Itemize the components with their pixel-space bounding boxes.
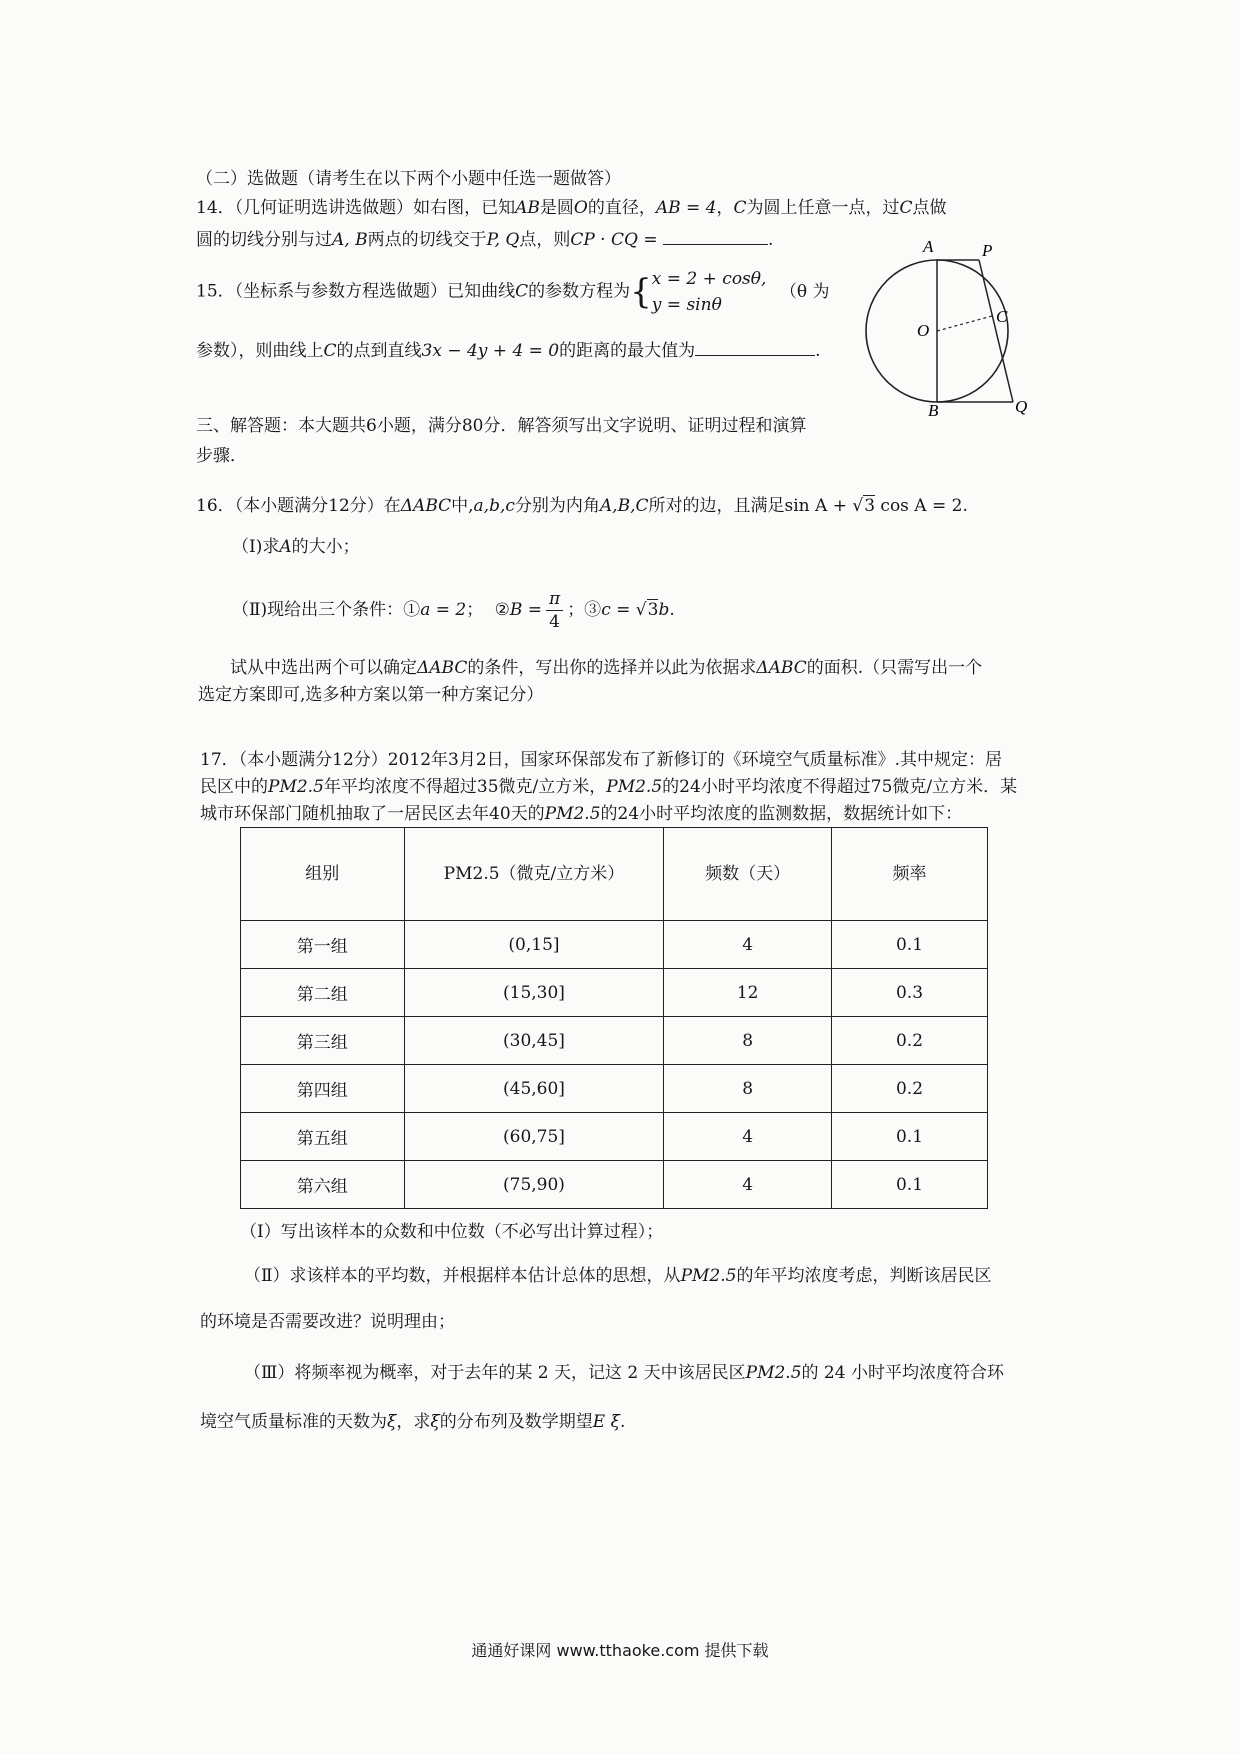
table-cell: 8	[664, 1065, 832, 1113]
q16-math: ΔABC	[756, 658, 807, 678]
q17-text: .	[619, 1412, 626, 1432]
q16-text: （Ⅰ)求	[232, 537, 280, 557]
q17-text: （Ⅱ）求该样本的平均数，并根据样本估计总体的思想，从	[244, 1266, 681, 1286]
q16-cond-sqrt: 3	[864, 496, 876, 516]
q14-end: .	[767, 230, 774, 250]
q15-text: 参数），则曲线上	[196, 341, 324, 361]
label-o: O	[917, 321, 930, 340]
table-cell: 第五组	[241, 1113, 405, 1161]
table-cell: 8	[664, 1017, 832, 1065]
q14-math: A, B	[332, 230, 368, 250]
table-cell: (75,90)	[404, 1161, 664, 1209]
table-cell: 4	[664, 1113, 832, 1161]
q15-eq2: y = sinθ	[651, 295, 722, 315]
q17-text: 的24小时平均浓度的监测数据，数据统计如下：	[600, 804, 963, 824]
q14-math: O	[573, 198, 588, 218]
q16-text: ；	[466, 600, 484, 620]
table-cell: 4	[664, 921, 832, 969]
table-cell: 0.2	[831, 1017, 987, 1065]
q17-text: 的24小时平均浓度不得超过75微克/立方米．某	[662, 777, 1018, 797]
table-header: 频数（天）	[664, 828, 832, 921]
q16-math: A	[279, 537, 292, 557]
q15-text: 的参数方程为	[528, 281, 631, 302]
q16-fraction	[546, 588, 563, 633]
q17-text: 的年平均浓度考虑，判断该居民区	[736, 1266, 992, 1286]
table-cell: 0.1	[831, 921, 987, 969]
q17-line3	[200, 802, 962, 826]
q16-tail1	[230, 656, 982, 680]
label-c: C	[996, 307, 1008, 326]
footer-source: 通通好课网 www.tthaoke.com 提供下载	[471, 1641, 769, 1660]
q16-text: ；③	[567, 600, 602, 620]
q17-pm: PM2.5	[268, 777, 324, 797]
q16-part1	[232, 535, 360, 559]
q17-pm: PM2.5	[606, 777, 663, 797]
circle-tangent-diagram	[865, 238, 1035, 416]
q17-text: ，求	[396, 1412, 431, 1432]
table-header: 频率	[831, 828, 987, 921]
q14-math: CP · CQ =	[570, 230, 658, 250]
table-cell: (15,30]	[404, 969, 664, 1017]
q15-eq1: x = 2 + cosθ,	[651, 269, 767, 289]
q16-math: a = 2	[420, 600, 467, 620]
q14-text: ，	[716, 198, 734, 218]
q17-text: 的 24 小时平均浓度符合环	[801, 1363, 1004, 1383]
q14-text: 两点的切线交于	[367, 230, 487, 250]
q16-text: .	[669, 600, 675, 620]
q17-part2-line1	[244, 1264, 991, 1288]
table-cell: 第六组	[241, 1161, 405, 1209]
q17-text: 的分布列及数学期望	[439, 1412, 593, 1432]
q16-frac-num: π	[546, 588, 563, 611]
q14-text: 为圆上任意一点，过	[746, 198, 900, 218]
q14-answer-blank[interactable]	[663, 226, 768, 245]
q15-text: 的距离的最大值为	[559, 341, 696, 361]
q14-text: 点做	[912, 198, 947, 218]
q17-text: 境空气质量标准的天数为	[200, 1412, 387, 1432]
q17-pm: PM2.5	[680, 1266, 737, 1286]
table-cell: 第三组	[241, 1017, 405, 1065]
pm25-frequency-table	[240, 827, 988, 1209]
table-row	[241, 1065, 988, 1113]
q14-text: 的直径，	[587, 198, 656, 218]
q16-cond: cos A = 2.	[875, 496, 968, 516]
q16-text: 试从中选出两个可以确定	[230, 658, 417, 678]
q14-text: 圆的切线分别与过	[196, 230, 332, 250]
q15-end: .	[815, 341, 821, 361]
q16-text: 的大小；	[291, 537, 360, 557]
table-header: PM2.5（微克/立方米）	[404, 828, 664, 921]
q16-head: 16．（本小题满分12分）在ΔABC中,a,b,c分别为内角A,B,C所对的边，且满足sin A + √3 cos A = 2.	[196, 496, 968, 516]
q15-line1	[196, 266, 829, 318]
table-header-row	[241, 828, 988, 921]
q17-part2-line2: 的环境是否需要改进？说明理由；	[200, 1312, 455, 1332]
section3-line1: 三、解答题：本大题共6小题，满分80分．解答须写出文字说明、证明过程和演算	[196, 416, 807, 436]
table-cell: 4	[664, 1161, 832, 1209]
q17-part3-line2	[200, 1410, 625, 1434]
label-p: P	[982, 241, 993, 260]
q16-part2: （Ⅱ)现给出三个条件：①a = 2； ②B = $\frac{\pi}{4}$ ；③c = √3b.	[232, 589, 675, 632]
q16-tail2: 选定方案即可,选多种方案以第一种方案记分）	[198, 685, 544, 705]
section-optional-heading: （二）选做题（请考生在以下两个小题中任选一题做答）	[196, 169, 621, 189]
table-cell: 第四组	[241, 1065, 405, 1113]
label-a: A	[923, 238, 934, 256]
q14-text: 14．（几何证明选讲选做题）如右图，已知	[196, 198, 516, 218]
q17-text: 城市环保部门随机抽取了一居民区去年40天的	[200, 804, 545, 824]
q15-text: 的点到直线	[336, 341, 422, 361]
q16-math: ΔABC	[417, 658, 468, 678]
q16-text: 16．（本小题满分12分）在	[196, 496, 401, 516]
q14-line2	[196, 226, 773, 252]
label-b: B	[928, 401, 939, 416]
table-cell: 12	[664, 969, 832, 1017]
q17-text: 年平均浓度不得超过35微克/立方米，	[323, 777, 607, 797]
q16-c3-sqrt: 3	[647, 600, 659, 620]
q17-pm: PM2.5	[544, 804, 601, 824]
table-cell: 0.3	[831, 969, 987, 1017]
table-cell: 第一组	[241, 921, 405, 969]
q15-math: C	[323, 341, 337, 361]
table-cell: 0.1	[831, 1113, 987, 1161]
q14-math: AB	[515, 198, 540, 218]
q14-text: 点，则	[519, 230, 571, 250]
section3-line2: 步骤．	[196, 446, 247, 466]
table-row	[241, 1017, 988, 1065]
table-cell: (60,75]	[404, 1113, 664, 1161]
q15-cases	[652, 266, 767, 318]
q14-math: AB = 4	[655, 198, 717, 218]
q17-line2	[200, 775, 1017, 799]
q17-pm: PM2.5	[745, 1363, 802, 1383]
q16-text: 的条件，写出你的选择并以此为依据求	[467, 658, 757, 678]
q16-text: ②	[494, 600, 510, 620]
table-cell: 第二组	[241, 969, 405, 1017]
q17-text: 民区中的	[200, 777, 268, 797]
q16-math: A,B,C	[599, 496, 649, 516]
table-header: 组别	[241, 828, 405, 921]
table-row	[241, 1113, 988, 1161]
q16-math: c =	[601, 600, 636, 620]
table-row	[241, 1161, 988, 1209]
table-cell: 0.1	[831, 1161, 987, 1209]
q16-text: （Ⅱ)现给出三个条件：①	[232, 600, 421, 620]
q16-text: 分别为内角	[514, 496, 600, 516]
q16-math: B =	[509, 600, 542, 620]
q15-text: 15．（坐标系与参数方程选做题）已知曲线	[196, 281, 516, 302]
q15-brace: {	[630, 272, 652, 312]
q17-line1: 17．（本小题满分12分）2012年3月2日，国家环保部发布了新修订的《环境空气质量标准》.其中规定：居	[200, 750, 1003, 770]
q15-math: C	[515, 281, 529, 302]
q17-math: ξ	[387, 1412, 397, 1432]
q17-part1: （Ⅰ）写出该样本的众数和中位数（不必写出计算过程）；	[240, 1222, 664, 1242]
table-cell: (45,60]	[404, 1065, 664, 1113]
q17-math: E ξ	[592, 1412, 620, 1432]
q15-line2	[196, 337, 821, 363]
q16-math: ΔABC	[400, 496, 452, 516]
q15-answer-blank[interactable]	[695, 337, 815, 356]
q16-frac-den: 4	[549, 612, 560, 632]
q16-cond: sin A +	[784, 496, 853, 516]
q16-text: 中,	[451, 496, 474, 516]
q16-text: 所对的边，且满足	[648, 496, 785, 516]
table-cell: 0.2	[831, 1065, 987, 1113]
table-cell: (0,15]	[404, 921, 664, 969]
q16-text: 的面积.（只需写出一个	[806, 658, 983, 678]
q17-math: ξ	[430, 1412, 440, 1432]
table-row	[241, 969, 988, 1017]
q14-math: P, Q	[486, 230, 520, 250]
label-q: Q	[1015, 397, 1028, 416]
q17-text: （Ⅲ）将频率视为概率，对于去年的某 2 天，记这 2 天中该居民区	[244, 1363, 746, 1383]
q16-math: b	[658, 600, 670, 620]
q14-math: C	[733, 198, 747, 218]
q14-line1	[196, 196, 947, 220]
q15-math: 3x − 4y + 4 = 0	[421, 341, 560, 361]
radius-oc	[937, 316, 992, 331]
q14-text: 是圆	[539, 198, 574, 218]
q17-part3-line1	[244, 1361, 1004, 1385]
table-cell: (30,45]	[404, 1017, 664, 1065]
q14-math: C	[899, 198, 913, 218]
q15-text: （θ 为	[779, 281, 830, 302]
table-row	[241, 921, 988, 969]
q16-math: a,b,c	[473, 496, 515, 516]
